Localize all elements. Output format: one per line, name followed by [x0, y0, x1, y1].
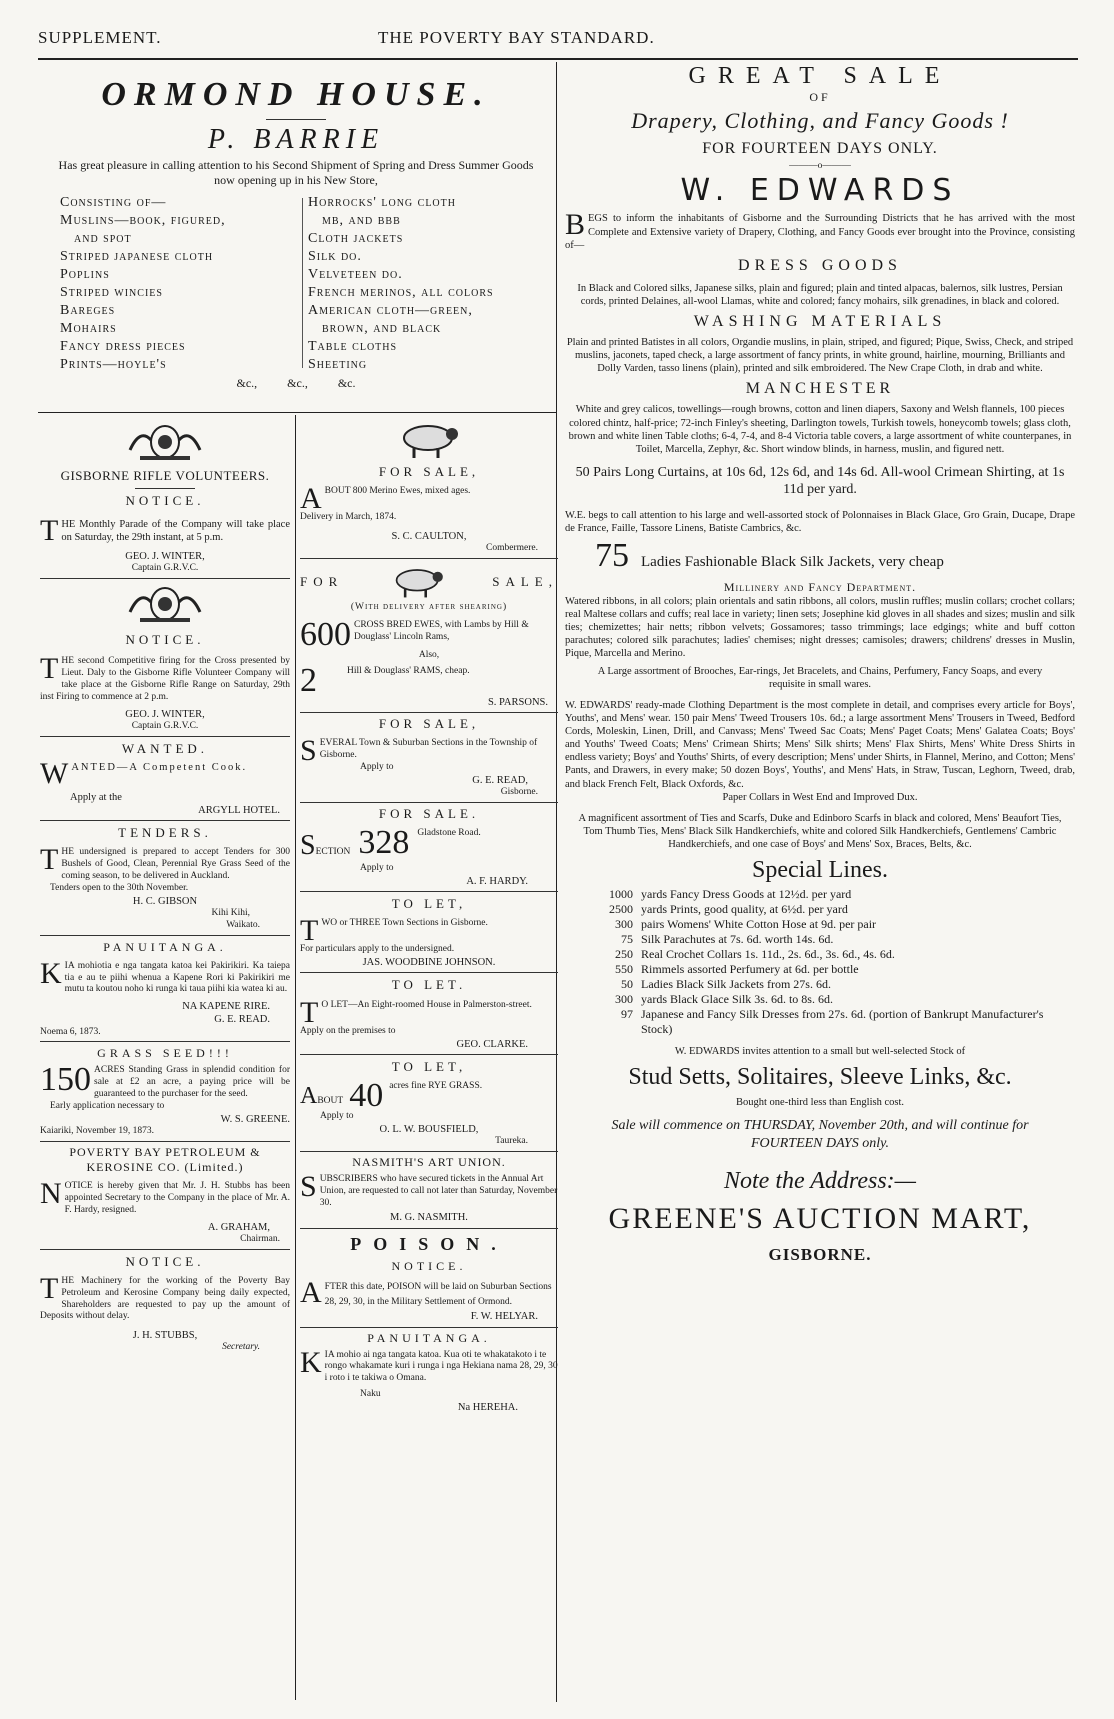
- drop-cap: T: [300, 914, 319, 948]
- clothing-body: W. EDWARDS' ready-made Clothing Department is the most complete in detail, and comprises every article for Boys', Youths', and Mens' wear. 150 pair Mens' Tweed Trousers 10s. 6d.; a large assortment Mens' Trousers in Tweed, Bedford Cords, Moleskin, Linen, Drill, and Canvass; Mens' Tweed Sac Coats; Mens' Paget Coats; Mens' Galatea Coats; Boys' and Youths' Tweed Coats; Mens' Crimean Shirts; Mens' Silk shirts; Mens' Flax Shirts, Mens' White Dress Shirts in endless variety; Boys' and Youths' Shirts, of every description; Mens' under Shirts, in Flannel, Merino, and Cotton; Mens' Pants, and Drawers, in every make; 50 dozen Boys', Youths', and Mens' Hats, in Straw, Tuscan, Leghorn, Tweed, drab, and black French Felt, Black Oxfords, &c.: [565, 699, 1075, 790]
- jackets-line: [595, 537, 1075, 575]
- item: French merinos, all colors: [308, 285, 494, 300]
- item: Prints—hoyle's: [60, 357, 167, 372]
- intro-text: EGS to inform the inhabitants of Gisborne and the Surrounding Districts that he has arrived with the most Complete and Extensive variety of Drapery, Clothing, and Fancy Goods ever brought into the Province, consisting of—: [565, 213, 1075, 251]
- let-text: O LET—An Eight-roomed House in Palmerston-street.: [321, 999, 532, 1010]
- item: Muslins—book, figured,: [60, 213, 226, 228]
- panui-heading: PANUITANGA.: [103, 939, 227, 954]
- ormond-ad: [40, 75, 552, 391]
- signature: NA KAPENE RIRE.: [182, 1001, 270, 1013]
- millinery-body: Watered ribbons, in all colors; plain orientals and satin ribbons, all colors, muslin ruffles; muslin collars; crochet collars; real Maltese collars and cuffs; real lace in variety; linen sets; Josephine kid gloves in all shades and sizes; muslin and silk ties; chemizettes; hair netts; ribbon velvets; Gossamores; tasso trimmings; lace edgings; white and buff cotton parachutes; colored silk parachutes; ladies' chemises; night dresses; camisoles; drawers; childrens' dresses in Muslin, Pique, Marcella and Merino.: [565, 595, 1075, 660]
- wanted-apply: Apply at the: [70, 791, 122, 803]
- sale-number: 600: [300, 616, 351, 653]
- divider: [40, 1249, 290, 1250]
- signature: GEO. J. WINTER,: [125, 708, 205, 720]
- drop-cap: T: [40, 843, 59, 877]
- page-header: [38, 28, 1076, 58]
- drop-cap: N: [40, 1176, 62, 1210]
- invites: W. EDWARDS invites attention to a small but well-selected Stock of: [674, 1046, 966, 1058]
- commence: Sale will commence on THURSDAY, November 20th, and will continue for FOURTEEN DAYS only.: [611, 1118, 1029, 1151]
- washing-body: Plain and printed Batistes in all colors, Organdie muslins, in plain, striped, and figured; Pique, Swiss, Check, and striped muslins, jaconets, taped check, a large assortment of fancy prints, in white ground, hairline, mourning, Brilliants and Dolly Varden, tasso linens (plain), printed and silk embroidered. The New Crape Cloth, in drab and white.: [566, 337, 1074, 375]
- poison-heading: POISON.: [350, 1233, 508, 1254]
- panui-text: IA mohiotia e nga tangata katoa kei Pakirikiri. Ka taiepa tia e au te piihi whenua a Kapene Rori ki Pakirikiri me mutu ta koutou noho ki runga ki taua piihi kia watea ki au.: [64, 960, 290, 995]
- place: Waikato.: [226, 919, 260, 930]
- tenders-body: [40, 843, 290, 883]
- item: Silk do.: [308, 249, 362, 264]
- column-2: [300, 420, 558, 1414]
- let-particulars: For particulars apply to the undersigned.: [300, 944, 455, 955]
- sheep-icon: [300, 420, 558, 462]
- signature: A. GRAHAM,: [207, 1221, 270, 1233]
- notice-heading: NOTICE.: [125, 1253, 205, 1269]
- sheep-icon: [388, 564, 448, 600]
- signature: GEO. CLARKE.: [456, 1038, 528, 1050]
- art-body: [300, 1169, 558, 1210]
- dress-body: In Black and Colored silks, Japanese silks, plain and figured; plain and tinted alpacas, balernos, silk lustres, Persian cords, printed Delaines, all-wool Llamas, white and colored; fancy mohairs, silk grenadines, in black and colored.: [577, 282, 1063, 307]
- place: Gisborne.: [500, 787, 538, 797]
- apply: Apply to: [360, 863, 394, 874]
- item: American cloth—green,: [308, 303, 473, 318]
- ormond-name: P. BARRIE: [207, 124, 385, 155]
- divider: [40, 736, 290, 737]
- divider: [40, 1041, 290, 1042]
- sale2-heading: [300, 562, 558, 602]
- list-item: 550 Rimmels assorted Perfumery at 6d. per bottle: [615, 962, 859, 977]
- section-number: 328: [358, 824, 410, 862]
- panui-body: [300, 1345, 558, 1386]
- drop-cap: K: [300, 1345, 322, 1379]
- let-text: WO or THREE Town Sections in Gisborne.: [321, 918, 488, 929]
- place: Kihi Kihi,: [211, 907, 250, 918]
- notice-heading: NOTICE.: [125, 631, 205, 647]
- drop-cap: A: [300, 1276, 322, 1309]
- drop-cap: T: [300, 995, 319, 1029]
- panui-body: [40, 956, 290, 997]
- we-note: W.E. begs to call attention to his large and well-assorted stock of Polonnaises in Black Glace, Gro Grain, Ducape, Drape de France, Faille, Tassore Linens, Batiste Cambrics, &c.: [565, 509, 1075, 534]
- item: Horrocks' long cloth: [308, 195, 456, 210]
- poison-body: [300, 1276, 558, 1310]
- of-label: OF: [809, 90, 831, 104]
- signature: F. W. HELYAR.: [470, 1311, 538, 1323]
- top-rule: [38, 58, 1078, 60]
- jackets-number: 75: [595, 537, 629, 575]
- wanted-text: ANTED—A Competent Cook.: [71, 761, 248, 773]
- about: ABOUT: [300, 1082, 344, 1109]
- sale-body: [300, 482, 558, 516]
- notice-body: [40, 513, 290, 547]
- date: Noema 6, 1873.: [40, 1026, 101, 1037]
- wanted-heading: WANTED.: [121, 740, 209, 756]
- drop-cap: T: [40, 513, 59, 547]
- list-item: 250 Real Crochet Collars 1s. 11d., 2s. 6d., 3s. 6d., 4s. 6d.: [615, 947, 895, 962]
- bought: Bought one-third less than English cost.: [736, 1097, 904, 1109]
- item: Fancy dress pieces: [60, 339, 186, 354]
- sale-heading: FOR SALE,: [378, 716, 480, 731]
- drop-cap: W: [40, 756, 69, 790]
- notice-text: HE Machinery for the working of the Poverty Bay Petroleum and Kerosine Company being daily expected, Shareholders are requested to pay up the amount of Deposits without delay.: [40, 1275, 290, 1322]
- gisborne: GISBORNE.: [768, 1244, 872, 1264]
- art-heading: NASMITH'S ART UNION.: [352, 1154, 506, 1169]
- brooches: A Large assortment of Brooches, Ear-rings, Jet Bracelets, and Chains, Perfumery, Fancy Soaps, and every requisite in small wares.: [597, 665, 1043, 690]
- poison-text: FTER this date, POISON will be laid on Suburban Sections 28, 29, 30, in the Military Settlement of Ormond.: [324, 1282, 552, 1308]
- note-address: Note the Address:—: [724, 1168, 916, 1195]
- signature: GEO. J. WINTER,: [125, 550, 205, 562]
- manchester-body: White and grey calicos, towellings—rough browns, cotton and linen diapers, Saxony and Welsh flannels, 100 pieces colored chintz, half-price; 72-inch Finley's sheeting, Darlington towels, Turkish towels, honeycomb towels; glass cloth, brown and white linen Table cloths; 6-4, 7-4, and 8-4 Victoria table covers, a large assortment of white counterpanes, in Toilet, Marcella, Zephyr, &c. Short window blinds, in harness, muslin, and figured nett.: [568, 404, 1072, 455]
- drop-cap: A: [300, 482, 322, 516]
- rifle-title: GISBORNE RIFLE VOLUNTEERS.: [60, 468, 270, 483]
- crest-icon: [40, 582, 290, 628]
- item: Sheeting: [308, 357, 368, 372]
- grass-text: ACRES Standing Grass in splendid condition for sale at £2 an acre, a paying price will be guaranteed to the purchaser for the seed.: [94, 1065, 290, 1100]
- item: Bareges: [60, 303, 116, 318]
- divider: [300, 1054, 558, 1055]
- apply: Apply to: [360, 762, 394, 772]
- manchester-heading: MANCHESTER: [745, 380, 895, 398]
- item: and spot: [74, 231, 132, 246]
- signature: G. E. READ.: [214, 1014, 270, 1026]
- edwards-name: W. EDWARDS: [680, 173, 960, 209]
- let-heading: TO LET,: [391, 896, 467, 912]
- sale-heading: FOR SALE,: [378, 464, 480, 479]
- divider: [40, 820, 290, 821]
- let3-body: [300, 1076, 558, 1114]
- ties-body: A magnificent assortment of Ties and Scarfs, Duke and Edinboro Scarfs in black and colored, Mens' Beaufort Ties, Tom Thumb Ties, Mens' Black Silk Handkerchiefs, white and colored Silk Handkerchiefs, Gentlemens' Cambric Handkerchiefs, and one case of Boys' and Mens' Sox, Braces, Belts, &c.: [578, 812, 1062, 850]
- sale-word: FOR: [300, 574, 344, 589]
- divider: [300, 558, 558, 559]
- apply: Apply to: [320, 1110, 354, 1121]
- list-item: 2500 yards Prints, good quality, at 6½d. per yard: [609, 902, 848, 917]
- grass-body: [40, 1061, 290, 1101]
- divider: [300, 972, 558, 973]
- divider: [300, 712, 558, 713]
- wanted-body: [40, 756, 290, 790]
- place: Taureka.: [495, 1135, 528, 1146]
- tenders-heading: TENDERS.: [118, 825, 212, 840]
- item: mb, and bbb: [322, 213, 401, 228]
- signature: O. L. W. BOUSFIELD,: [379, 1123, 479, 1135]
- drop-cap: S: [300, 734, 317, 768]
- let-heading: TO LET,: [391, 1058, 467, 1074]
- acres-number: 40: [349, 1076, 384, 1114]
- notice-body: [40, 652, 290, 704]
- grass-apply: Early application necessary to: [50, 1101, 165, 1111]
- signature: W. S. GREENE.: [220, 1113, 290, 1125]
- notice-text: HE second Competitive firing for the Cross presented by Lieut. Daly to the Gisborne Rifle Volunteer Company will take place at the Gisborne Rifle Range on Saturday, 29th inst Firing to commence at 2 p.m.: [40, 656, 290, 702]
- curtains: 50 Pairs Long Curtains, at 10s 6d, 12s 6d, and 14s 6d. All-wool Crimean Shirting, at 1s 11d per yard.: [575, 464, 1065, 498]
- mart-heading: GREENE'S AUCTION MART,: [608, 1202, 1032, 1236]
- tenders-open: Tenders open to the 30th November.: [50, 882, 189, 893]
- divider: [300, 1151, 558, 1152]
- masthead: THE POVERTY BAY STANDARD.: [378, 28, 655, 47]
- let-apply: Apply on the premises to: [300, 1025, 396, 1036]
- notice-heading: NOTICE.: [125, 493, 205, 509]
- special-lines: [605, 887, 1075, 1037]
- sale-text: BOUT 800 Merino Ewes, mixed ages.: [324, 486, 471, 497]
- place: Combermere.: [486, 543, 538, 554]
- paper-collars: Paper Collars in West End and Improved Dux.: [722, 791, 918, 803]
- great-sale: GREAT SALE: [688, 63, 952, 89]
- list-item: 300 yards Black Glace Silk 3s. 6d. to 8s. 6d.: [615, 992, 833, 1007]
- rank: Captain G.R.V.C.: [131, 562, 199, 573]
- item: Striped japanese cloth: [60, 249, 214, 264]
- item: Velveteen do.: [308, 267, 403, 282]
- divider: [40, 1141, 290, 1142]
- list-item: 75 Silk Parachutes at 7s. 6d. worth 14s. 6d.: [621, 932, 834, 947]
- signature: M. G. NASMITH.: [390, 1212, 468, 1224]
- ormond-left-list: [60, 194, 300, 374]
- acres-text: acres fine RYE GRASS.: [389, 1080, 483, 1091]
- special-heading: Special Lines.: [752, 857, 888, 884]
- item: Mohairs: [60, 321, 117, 336]
- sale-text: EVERAL Town & Suburban Sections in the Township of Gisborne.: [319, 738, 538, 761]
- sale-text: Hill & Douglass' RAMS, cheap.: [347, 665, 470, 676]
- sale-sub: (With delivery after shearing): [350, 602, 508, 613]
- sale-text: CROSS BRED EWES, with Lambs by Hill & Douglass' Lincoln Rams,: [354, 620, 529, 642]
- petrol-heading: POVERTY BAY PETROLEUM & KEROSINE CO. (Limited.): [69, 1144, 261, 1174]
- signature: G. E. READ,: [472, 774, 528, 786]
- drop-cap: T: [40, 1271, 59, 1305]
- sale-heading: FOR SALE.: [378, 805, 480, 821]
- ormond-lists: [40, 194, 552, 384]
- ormond-right-list: [308, 194, 558, 374]
- signature: A. F. HARDY.: [466, 876, 528, 887]
- goods-heading: Drapery, Clothing, and Fancy Goods !: [631, 108, 1009, 133]
- let-body: [300, 995, 558, 1029]
- column-3: [565, 62, 1075, 1265]
- ormond-etc: &c., &c., &c.: [236, 376, 356, 390]
- ornament: ———o———: [789, 160, 851, 171]
- item: Table cloths: [308, 339, 398, 354]
- sale4-body: [300, 824, 558, 863]
- studs-heading: Stud Setts, Solitaires, Sleeve Links, &c.: [628, 1064, 1012, 1091]
- sale2-body: [300, 616, 558, 653]
- divider: [40, 935, 290, 936]
- signature: H. C. GIBSON: [132, 895, 198, 907]
- item: Striped wincies: [60, 285, 163, 300]
- delivery: Delivery in March, 1874.: [300, 512, 397, 523]
- title-rule: [266, 119, 326, 120]
- drop-cap: K: [40, 956, 62, 990]
- dress-heading: DRESS GOODS: [738, 256, 902, 274]
- list-item: 50 Ladies Black Silk Jackets from 27s. 6d.: [621, 977, 831, 992]
- petrol-body: [40, 1176, 290, 1217]
- list-item: 97 Japanese and Fancy Silk Dresses from 27s. 6d. (portion of Bankrupt Manufacturer's Stock): [621, 1007, 1044, 1037]
- rank: Chairman.: [240, 1233, 280, 1244]
- let-body: [300, 914, 558, 948]
- signature: S. C. CAULTON,: [391, 531, 467, 543]
- divider: [40, 578, 290, 579]
- sale-number: 2: [300, 661, 317, 699]
- sale2-body2: [300, 661, 558, 699]
- ormond-intro: Has great pleasure in calling attention to his Second Shipment of Spring and Dress Summer Goods now opening up in his New Store,: [58, 158, 534, 187]
- grass-heading: GRASS SEED!!!: [97, 1046, 233, 1061]
- rank: Secretary.: [222, 1342, 260, 1353]
- notice-body: [40, 1271, 290, 1324]
- notice-text: HE Monthly Parade of the Company will take place on Saturday, the 29th instant, at 5 p.m.: [61, 518, 290, 543]
- drop-cap: S: [300, 1169, 317, 1203]
- drop-cap: T: [40, 652, 59, 685]
- naku: Naku: [360, 1389, 381, 1400]
- section-label: SECTION: [300, 830, 351, 862]
- divider: [300, 1327, 558, 1328]
- date: Kaiariki, November 19, 1873.: [40, 1126, 154, 1136]
- millinery-heading: Millinery and Fancy Department.: [723, 579, 917, 594]
- item: Poplins: [60, 267, 110, 282]
- wanted-place: ARGYLL HOTEL.: [198, 804, 280, 816]
- signature: Na HEREHA.: [457, 1402, 518, 1413]
- panui-heading: PANUITANGA.: [367, 1330, 491, 1345]
- tenders-text: HE undersigned is prepared to accept Tenders for 300 Bushels of Good, Clean, Perennial Rye Grass Seed of the coming season, to be delivered in Auckland.: [61, 847, 290, 881]
- panui-text: IA mohio ai nga tangata katoa. Kua oti te whakatakoto i te rongo whakamate kuri i runga i nga Hekiana nama 28, 29, 30 i roto i te takiwa o Omana.: [324, 1349, 558, 1384]
- ormond-bottom-rule: [38, 412, 556, 413]
- ormond-title: ORMOND HOUSE.: [101, 76, 491, 113]
- item: brown, and black: [322, 321, 442, 336]
- notice-heading: NOTICE.: [391, 1259, 467, 1273]
- item: Cloth jackets: [308, 231, 404, 246]
- list-item: 300 pairs Womens' White Cotton Hose at 9d. per pair: [615, 917, 877, 932]
- art-text: UBSCRIBERS who have secured tickets in the Annual Art Union, are requested to call not later than Saturday, November 30.: [319, 1173, 558, 1208]
- supplement-label: SUPPLEMENT.: [38, 28, 162, 47]
- rule: [135, 488, 195, 489]
- divider: [300, 1228, 558, 1229]
- list-item: 1000 yards Fancy Dress Goods at 12½d. per yard: [609, 887, 852, 902]
- drop-cap: B: [565, 208, 586, 242]
- petrol-text: OTICE is hereby given that Mr. J. H. Stubbs has been appointed Secretary to the Company in the place of Mr. A. F. Hardy, resigned.: [64, 1180, 290, 1215]
- signature: J. H. STUBBS,: [132, 1330, 198, 1342]
- item: Consisting of—: [60, 195, 167, 210]
- let-heading: TO LET.: [391, 977, 467, 993]
- road: Gladstone Road.: [417, 828, 481, 839]
- also: Also,: [418, 650, 440, 660]
- edwards-intro: [565, 208, 1075, 251]
- col-divider-left: [295, 415, 296, 1700]
- divider: [300, 891, 558, 892]
- washing-heading: WASHING MATERIALS: [693, 313, 947, 330]
- column-1: [40, 420, 290, 1354]
- divider: [300, 802, 558, 803]
- signature: JAS. WOODBINE JOHNSON.: [362, 957, 496, 969]
- grass-number: 150: [40, 1061, 91, 1099]
- fortnight: FOR FOURTEEN DAYS ONLY.: [702, 139, 938, 157]
- rank: Captain G.R.V.C.: [131, 720, 199, 731]
- crest-icon: [40, 420, 290, 468]
- sale-word: SALE,: [492, 574, 558, 589]
- lists-divider: [302, 198, 303, 368]
- signature: S. PARSONS.: [487, 696, 548, 708]
- jackets-text: Ladies Fashionable Black Silk Jackets, very cheap: [641, 554, 944, 571]
